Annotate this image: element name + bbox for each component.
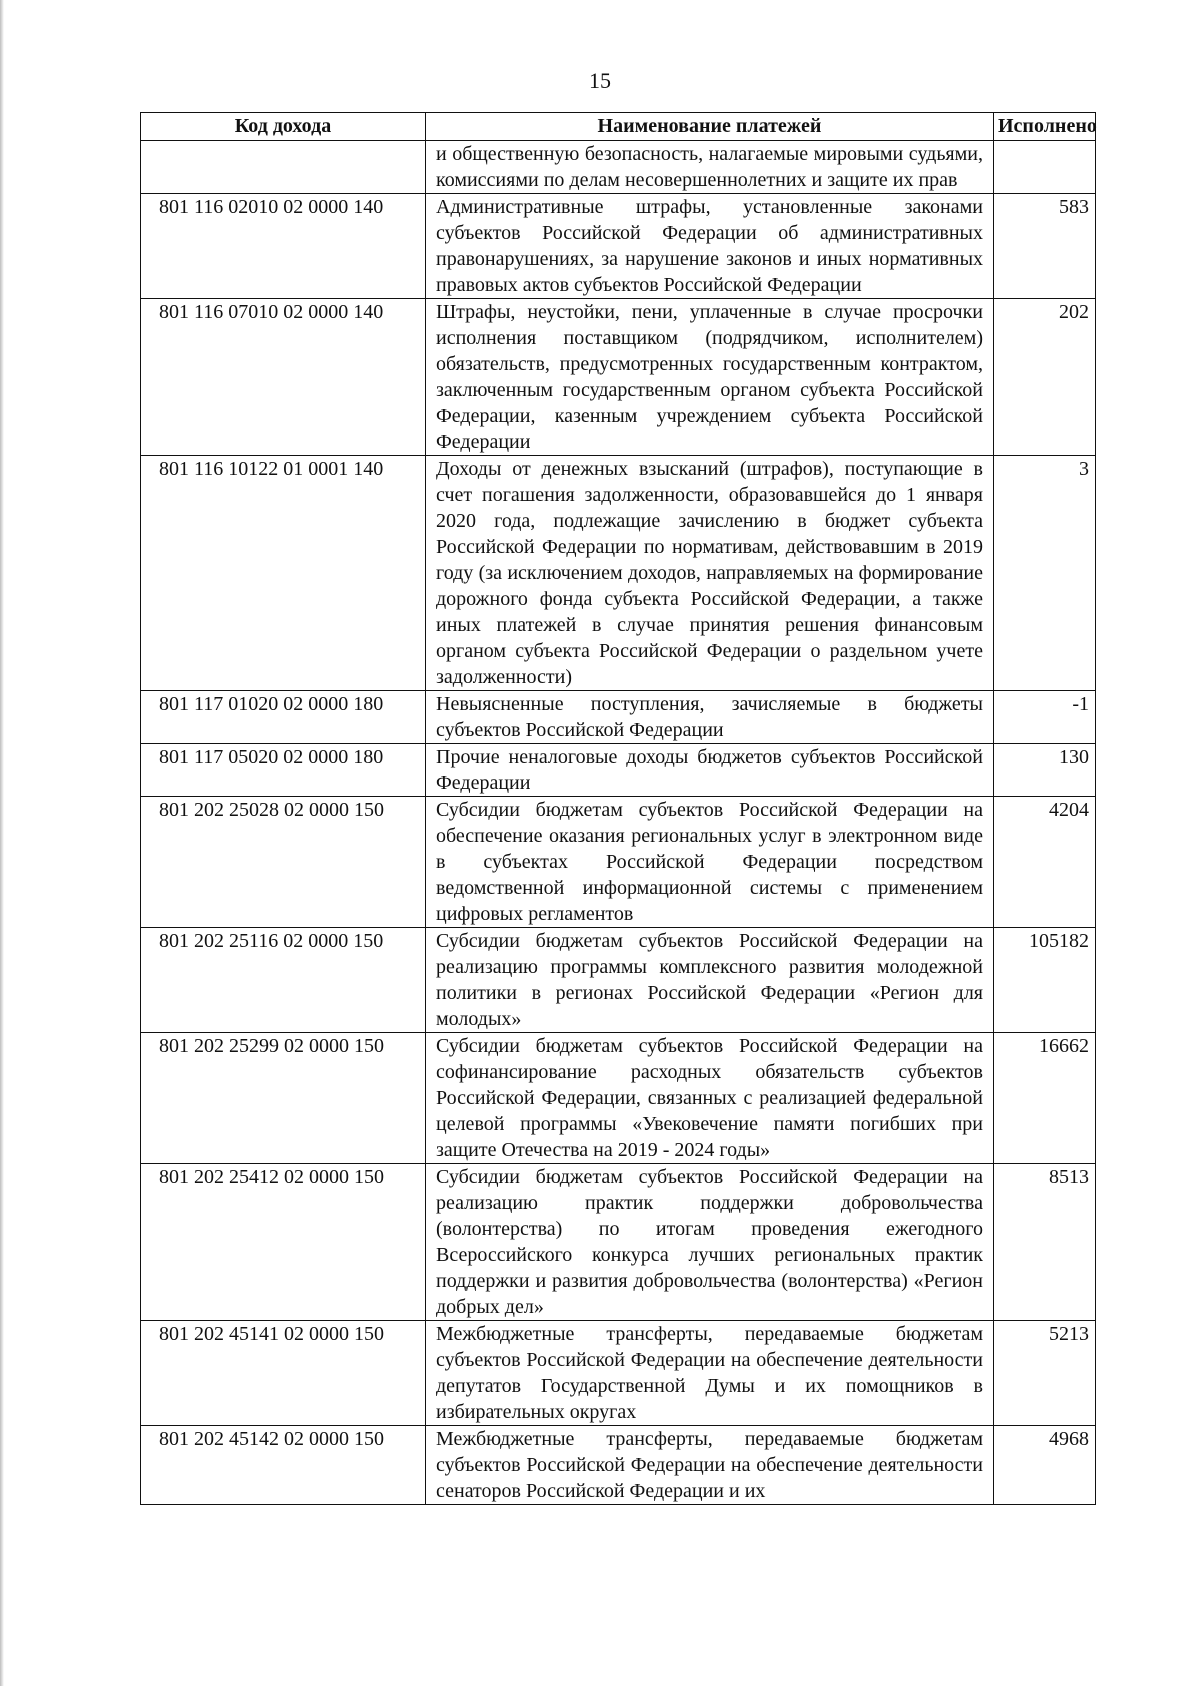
executed-amount — [994, 141, 1096, 194]
table-row — [141, 456, 1096, 691]
payment-name: Доходы от денежных взысканий (штрафов), поступающие в счет погашения задолженности, образовавшейся до 1 января 2020 года, подлежащие зачислению в бюджет субъекта Российской Федерации по нормативам, действовавшим в 2019 году (за исключением доходов, направляемых на формирование дорожного фонда субъекта Российской Федерации, а также иных платежей в случае принятия решения финансовым органом субъекта Российской Федерации о раздельном учете задолженности) — [426, 456, 994, 691]
executed-amount: 202 — [994, 299, 1096, 456]
revenue-table — [140, 112, 1096, 1505]
payment-name: Административные штрафы, установленные законами субъектов Российской Федерации об административных правонарушениях, за нарушение законов и иных нормативных правовых актов субъектов Российской Федерации — [426, 194, 994, 299]
header-name: Наименование платежей — [426, 113, 994, 141]
payment-name: и общественную безопасность, налагаемые мировыми судьями, комиссиями по делам несовершеннолетних и защите их прав — [426, 141, 994, 194]
table-row — [141, 797, 1096, 928]
revenue-code: 801 116 02010 02 0000 140 — [141, 194, 426, 299]
executed-amount: 105182 — [994, 928, 1096, 1033]
payment-name: Штрафы, неустойки, пени, уплаченные в случае просрочки исполнения поставщиком (подрядчиком, исполнителем) обязательств, предусмотренных государственным контрактом, заключенным государственным органом субъекта Российской Федерации, казенным учреждением субъекта Российской Федерации — [426, 299, 994, 456]
payment-name: Межбюджетные трансферты, передаваемые бюджетам субъектов Российской Федерации на обеспечение деятельности депутатов Государственной Думы и их помощников в избирательных округах — [426, 1321, 994, 1426]
table-row — [141, 194, 1096, 299]
executed-amount: 130 — [994, 744, 1096, 797]
executed-amount: 16662 — [994, 1033, 1096, 1164]
revenue-code: 801 117 01020 02 0000 180 — [141, 691, 426, 744]
table-row — [141, 1033, 1096, 1164]
table-header-row — [141, 113, 1096, 141]
executed-amount: 4968 — [994, 1426, 1096, 1505]
page-number: 15 — [589, 68, 611, 93]
header-code: Код дохода — [141, 113, 426, 141]
revenue-code: 801 202 45141 02 0000 150 — [141, 1321, 426, 1426]
payment-name: Межбюджетные трансферты, передаваемые бюджетам субъектов Российской Федерации на обеспечение деятельности сенаторов Российской Федерации и их — [426, 1426, 994, 1505]
table-row — [141, 691, 1096, 744]
executed-amount: 5213 — [994, 1321, 1096, 1426]
payment-name: Субсидии бюджетам субъектов Российской Федерации на обеспечение оказания региональных услуг в электронном виде в субъектах Российской Федерации посредством ведомственной информационной системы с применением цифровых регламентов — [426, 797, 994, 928]
table-row — [141, 1426, 1096, 1505]
table-body — [141, 141, 1096, 1505]
table-row — [141, 299, 1096, 456]
revenue-code: 801 202 25028 02 0000 150 — [141, 797, 426, 928]
table-row — [141, 744, 1096, 797]
table-row — [141, 141, 1096, 194]
revenue-code: 801 116 10122 01 0001 140 — [141, 456, 426, 691]
payment-name: Прочие неналоговые доходы бюджетов субъектов Российской Федерации — [426, 744, 994, 797]
revenue-code — [141, 141, 426, 194]
revenue-code: 801 116 07010 02 0000 140 — [141, 299, 426, 456]
executed-amount: 583 — [994, 194, 1096, 299]
table-row — [141, 1321, 1096, 1426]
payment-name: Невыясненные поступления, зачисляемые в бюджеты субъектов Российской Федерации — [426, 691, 994, 744]
executed-amount: -1 — [994, 691, 1096, 744]
table-row — [141, 1164, 1096, 1321]
scan-edge — [0, 0, 4, 1686]
revenue-code: 801 202 25299 02 0000 150 — [141, 1033, 426, 1164]
revenue-code: 801 202 25412 02 0000 150 — [141, 1164, 426, 1321]
payment-name: Субсидии бюджетам субъектов Российской Федерации на софинансирование расходных обязательств субъектов Российской Федерации, связанных с реализацией федеральной целевой программы «Увековечение памяти погибших при защите Отечества на 2019 - 2024 годы» — [426, 1033, 994, 1164]
revenue-code: 801 117 05020 02 0000 180 — [141, 744, 426, 797]
payment-name: Субсидии бюджетам субъектов Российской Федерации на реализацию программы комплексного развития молодежной политики в регионах Российской Федерации «Регион для молодых» — [426, 928, 994, 1033]
header-executed: Исполнено — [994, 113, 1096, 141]
revenue-code: 801 202 45142 02 0000 150 — [141, 1426, 426, 1505]
executed-amount: 8513 — [994, 1164, 1096, 1321]
revenue-code: 801 202 25116 02 0000 150 — [141, 928, 426, 1033]
executed-amount: 3 — [994, 456, 1096, 691]
table-row — [141, 928, 1096, 1033]
executed-amount: 4204 — [994, 797, 1096, 928]
payment-name: Субсидии бюджетам субъектов Российской Федерации на реализацию практик поддержки добровольчества (волонтерства) по итогам проведения ежегодного Всероссийского конкурса лучших региональных практик поддержки и развития добровольчества (волонтерства) «Регион добрых дел» — [426, 1164, 994, 1321]
